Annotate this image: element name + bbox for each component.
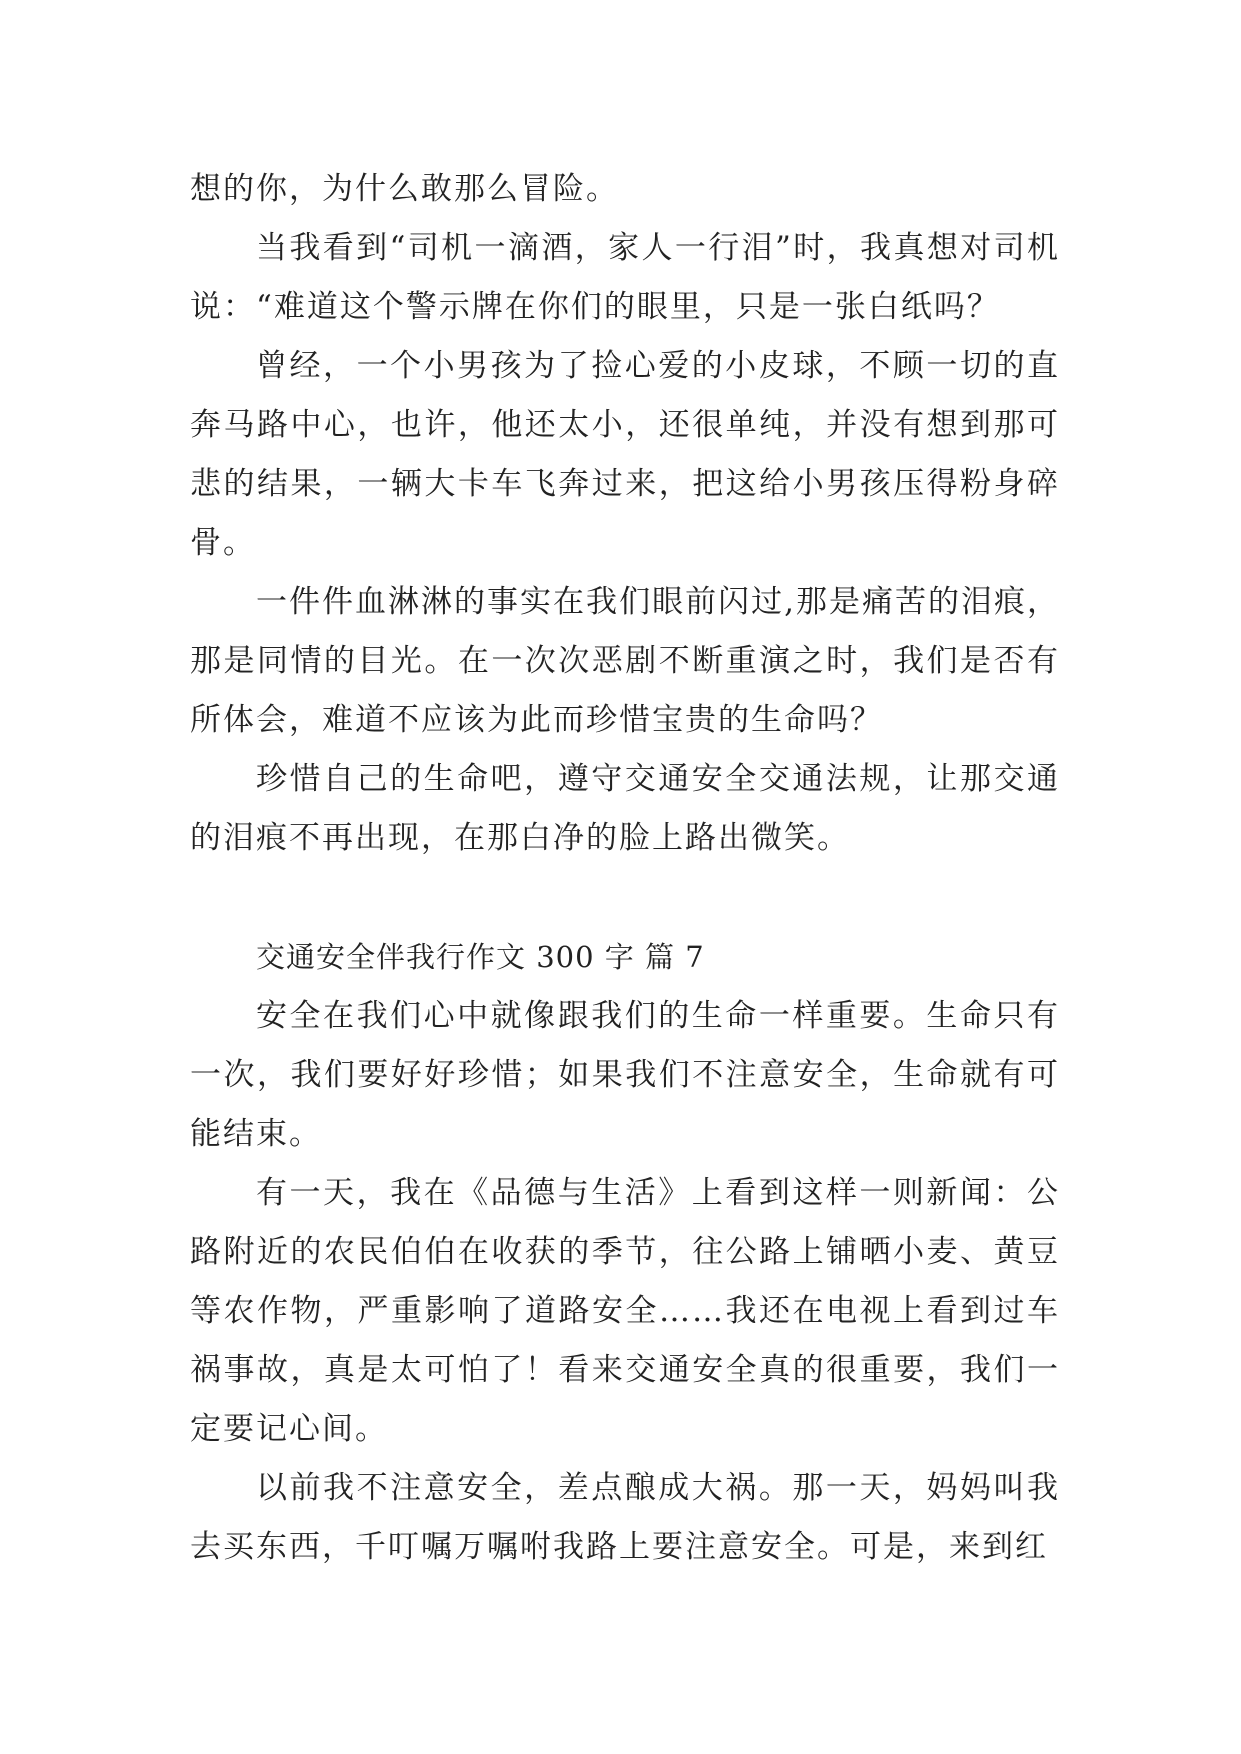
paragraph-8: 以前我不注意安全，差点酿成大祸。那一天，妈妈叫我去买东西，千叮嘱万嘱咐我路上要注意安全。可是，来到红 xyxy=(190,1470,1060,1565)
document-body xyxy=(190,160,1060,1577)
paragraph-4: 一件件血淋淋的事实在我们眼前闪过,那是痛苦的泪痕，那是同情的目光。在一次次恶剧不断重演之时，我们是否有所体会，难道不应该为此而珍惜宝贵的生命吗？ xyxy=(190,584,1060,738)
paragraph-6: 安全在我们心中就像跟我们的生命一样重要。生命只有一次，我们要好好珍惜；如果我们不注意安全，生命就有可能结束。 xyxy=(190,998,1060,1152)
paragraph-1: 想的你，为什么敢那么冒险。 xyxy=(190,171,619,207)
section-title: 交通安全伴我行作文 300 字 篇 7 xyxy=(256,940,705,974)
paragraph-2: 当我看到“司机一滴酒，家人一行泪”时，我真想对司机说：“难道这个警示牌在你们的眼里，只是一张白纸吗？ xyxy=(190,230,1060,325)
paragraph-3: 曾经，一个小男孩为了捡心爱的小皮球，不顾一切的直奔马路中心，也许，他还太小，还很单纯，并没有想到那可悲的结果，一辆大卡车飞奔过来，把这给小男孩压得粉身碎骨。 xyxy=(190,348,1060,561)
paragraph-5: 珍惜自己的生命吧，遵守交通安全交通法规，让那交通的泪痕不再出现，在那白净的脸上路出微笑。 xyxy=(190,761,1060,856)
paragraph-7: 有一天，我在《品德与生活》上看到这样一则新闻：公路附近的农民伯伯在收获的季节，往公路上铺晒小麦、黄豆等农作物，严重影响了道路安全……我还在电视上看到过车祸事故，真是太可怕了！看来交通安全真的很重要，我们一定要记心间。 xyxy=(190,1175,1060,1447)
